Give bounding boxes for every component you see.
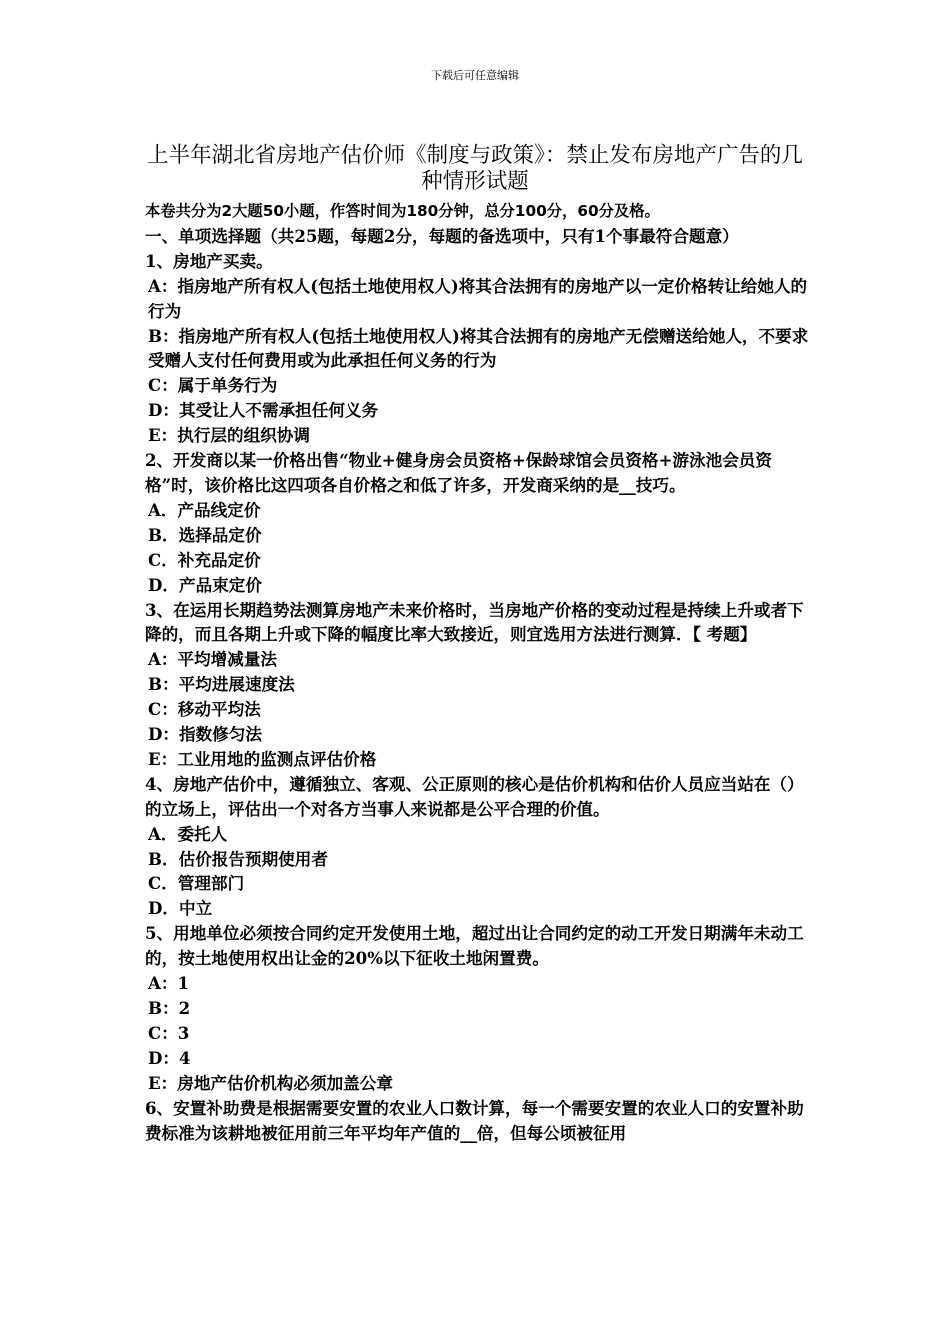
exam-intro: 本卷共分为2大题50小题，作答时间为180分钟，总分100分，60分及格。 (145, 202, 660, 220)
answer-option: B．估价报告预期使用者 (148, 848, 328, 869)
answer-option: C．管理部门 (148, 873, 245, 894)
question-stem: 4、房地产估价中，遵循独立、客观、公正原则的核心是估价机构和估价人员应当站在（）的立场上，评估出一个对各方当事人来说都是公平合理的价值。 (145, 773, 804, 819)
answer-option: B．选择品定价 (148, 524, 262, 545)
answer-option: D．中立 (148, 898, 213, 919)
answer-option: D：4 (148, 1047, 191, 1068)
question-stem: 1、房地产买卖。 (145, 250, 273, 271)
answer-option: A：平均增减量法 (148, 649, 278, 670)
answer-option: C：移动平均法 (148, 699, 261, 720)
answer-option: C：属于单务行为 (148, 375, 278, 396)
answer-option: B：2 (148, 998, 191, 1018)
section-heading: 一、单项选择题（共25题，每题2分，每题的备选项中，只有1个事最符合题意） (145, 225, 739, 246)
header-note: 下载后可任意编辑 (431, 69, 519, 82)
answer-option: B：平均进展速度法 (148, 674, 295, 695)
answer-option: D：指数修匀法 (148, 724, 262, 745)
question-stem: 6、安置补助费是根据需要安置的农业人口数计算，每一个需要安置的农业人口的安置补助费标准为该耕地被征用前三年平均年产值的__倍，但每公顷被征用 (145, 1097, 804, 1143)
page-title: 上半年湖北省房地产估价师《制度与政策》：禁止发布房地产广告的几种情形试题 (147, 143, 803, 194)
answer-option: D．产品束定价 (148, 574, 262, 595)
question-stem: 5、用地单位必须按合同约定开发使用土地，超过出让合同约定的动工开发日期满年未动工的，按土地使用权出让金的20%以下征收土地闲置费。 (145, 923, 804, 969)
answer-option: E：工业用地的监测点评估价格 (148, 748, 377, 769)
answer-option: C．补充品定价 (148, 549, 261, 570)
answer-option: B：指房地产所有权人(包括土地使用权人)将其合法拥有的房地产无偿赠送给她人，不要求受赠人支付任何费用或为此承担任何义务的行为 (148, 325, 809, 371)
answer-option: D：其受让人不需承担任何义务 (148, 400, 379, 421)
document-body (145, 199, 817, 1145)
answer-option: A．委托人 (148, 823, 228, 844)
answer-option: A：1 (148, 973, 190, 994)
question-stem: 3、在运用长期趋势法测算房地产未来价格时，当房地产价格的变动过程是持续上升或者下降的，而且各期上升或下降的幅度比率大致接近，则宜选用方法进行测算．【 考题】 (145, 599, 804, 645)
answer-option: C：3 (148, 1022, 190, 1043)
answer-option: E：房地产估价机构必须加盖公章 (148, 1072, 393, 1093)
answer-option: A：指房地产所有权人(包括土地使用权人)将其合法拥有的房地产以一定价格转让给她人的行为 (148, 275, 808, 321)
answer-option: E：执行层的组织协调 (148, 425, 310, 446)
question-stem: 2、开发商以某一价格出售“物业+健身房会员资格+保龄球馆会员资格+游泳池会员资格”时，该价格比这四项各自价格之和低了许多，开发商采纳的是__技巧。 (145, 450, 772, 495)
answer-option: A．产品线定价 (148, 499, 261, 520)
